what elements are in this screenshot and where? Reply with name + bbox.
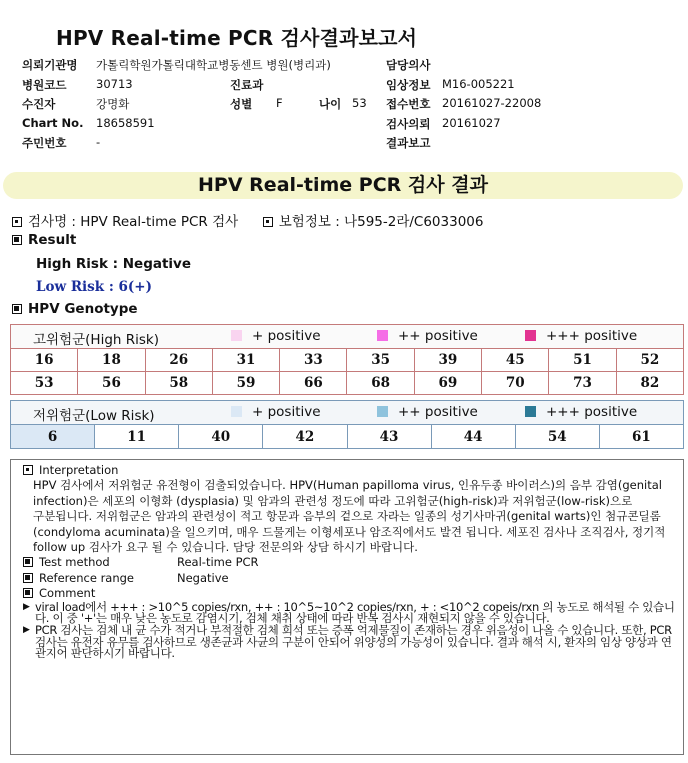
test-method-row: Test method Real-time PCR: [23, 555, 679, 570]
genotype-cell: 44: [431, 425, 515, 449]
reference-range-row: Reference range Negative: [23, 571, 679, 586]
meta-label: 진료과: [230, 77, 264, 92]
high-risk-genotype-table: [10, 324, 684, 395]
genotype-cell: 18: [78, 349, 145, 372]
genotype-cell: 45: [482, 349, 549, 372]
genotype-cell: 73: [549, 372, 616, 395]
genotype-cell: 16: [11, 349, 78, 372]
meta-value: F: [276, 96, 283, 110]
legend-swatch: [231, 330, 242, 341]
banner-title: HPV Real-time PCR 검사 결과: [198, 174, 488, 196]
meta-row: [22, 116, 682, 136]
test-info-line: [12, 210, 483, 230]
legend-item: + positive: [231, 404, 321, 420]
test-method-value: Real-time PCR: [177, 555, 259, 570]
age-value: 53: [352, 96, 367, 110]
interpretation-text: HPV 검사에서 저위험군 유전형이 검출되었습니다. HPV(Human papilloma virus, 인유두종 바이러스)의 음부 감염(genital infection)은 세포의 이형화 (dysplasia) 및 암과의 관련성 정도에 따라 고위험군(high-risk)과 저위험군(low-risk)으로 구분됩니다. 저위험군은 암과의 관련성이 적고 항문과 음부의 겉으로 자라는 일종의 성기사마귀(genital warts)인 첨규콘딜롬(condyloma acuminata)을 일으키며, 매우 드물게는 이형세포나 암조직에서도 발견 됩니다. 세포진 검사나 조직검사, 정기적 follow up 검사가 요구 될 수 있습니다. 담당 전문의와 상담 하시기 바랍니다.: [33, 478, 666, 555]
square-bullet-icon: [23, 573, 33, 583]
genotype-cell: 70: [482, 372, 549, 395]
meta-label: 병원코드: [22, 77, 67, 92]
genotype-cell: 33: [280, 349, 347, 372]
genotype-cell: 68: [347, 372, 414, 395]
legend-item: ++ positive: [377, 404, 478, 420]
genotype-cell: 51: [549, 349, 616, 372]
test-name: 검사명 : HPV Real-time PCR 검사: [28, 214, 239, 230]
legend-swatch: [525, 330, 536, 341]
meta-row: [22, 77, 682, 97]
genotype-row: [11, 349, 684, 372]
genotype-row: [11, 372, 684, 395]
genotype-cell: 61: [599, 425, 683, 449]
genotype-cell: 43: [347, 425, 431, 449]
meta-label: 성별: [230, 97, 253, 111]
high-risk-result: High Risk : Negative: [36, 256, 191, 272]
square-bullet-icon: [12, 304, 22, 314]
legend-swatch: [525, 406, 536, 417]
meta-value: 20161027-22008: [442, 96, 542, 110]
meta-label: 수진자: [22, 97, 56, 111]
high-risk-header: [10, 324, 684, 348]
meta-row: [22, 57, 682, 77]
genotype-cell: 69: [414, 372, 481, 395]
low-risk-title: 저위험군(Low Risk): [33, 408, 155, 424]
comment-note: ▶ viral load에서 +++ : >10^5 copies/rxn, ++ : 10^5~10^2 copies/rxn, + : <10^2 copeis/rxn 의 농도로 해석될 수 있습니다. 이 중 '+'는 매우 낮은 농도로 감염시기, 검체 채취 상태에 따라 반복 검사시 재현되지 않을 수 있습니다.: [23, 602, 679, 625]
genotype-cell: 39: [414, 349, 481, 372]
meta-label: 담당의사: [386, 58, 431, 72]
square-bullet-icon: [12, 235, 22, 245]
low-risk-genotype-table: [10, 400, 684, 449]
genotype-cell: 82: [616, 372, 683, 395]
genotype-cell: 59: [212, 372, 279, 395]
genotype-cell: 58: [145, 372, 212, 395]
genotype-cell: 35: [347, 349, 414, 372]
meta-label: 주민번호: [22, 136, 67, 150]
insurance-info: 보험정보 : 나595-2라/C6033006: [278, 214, 484, 230]
high-risk-grid: [10, 348, 684, 395]
meta-value: 강명화: [96, 97, 130, 111]
genotype-cell: 54: [515, 425, 599, 449]
comment-note: ▶ PCR 검사는 검체 내 균 수가 적거나 부적절한 검체 희석 또는 증폭 억제물질이 존재하는 경우 위음성이 나올 수 있습니다. 또한, PCR 검사는 유전자 유무를 검사하므로 생존균과 사균의 구분이 안되어 위양성의 가능성이 있습니다. 결과 해석 시, 환자의 임상 양상과 연관지어 판단하시기 바랍니다.: [23, 625, 679, 659]
square-bullet-icon: [12, 217, 22, 227]
legend-item: ++ positive: [377, 328, 478, 344]
square-bullet-icon: [263, 217, 273, 227]
meta-label: 의뢰기관명: [22, 58, 78, 72]
genotype-cell: 53: [11, 372, 78, 395]
meta-row: [22, 96, 682, 116]
interpretation-box: [10, 459, 684, 755]
meta-row: [22, 135, 682, 155]
genotype-cell: 26: [145, 349, 212, 372]
genotype-cell: 40: [179, 425, 263, 449]
meta-value: -: [96, 135, 101, 149]
comment-heading: Comment: [23, 586, 679, 601]
genotype-cell: 31: [212, 349, 279, 372]
meta-label: 접수번호: [386, 97, 431, 111]
meta-value: 18658591: [96, 115, 155, 130]
genotype-cell: 42: [263, 425, 347, 449]
meta-value: 30713: [96, 76, 133, 91]
meta-value: 가톨릭학원가톨릭대학교병동센트 병원(병리과): [96, 58, 331, 72]
report-title: HPV Real-time PCR 검사결과보고서: [56, 26, 418, 50]
legend-item: + positive: [231, 328, 321, 344]
genotype-heading: HPV Genotype: [12, 301, 138, 317]
legend-item: +++ positive: [525, 404, 637, 420]
low-risk-header: [10, 400, 684, 424]
square-bullet-icon: [23, 465, 33, 475]
meta-label: 검사의뢰: [386, 116, 431, 131]
meta-label: Chart No.: [22, 115, 84, 130]
reference-range-value: Negative: [177, 570, 229, 585]
genotype-row: [11, 425, 684, 449]
meta-value: M16-005221: [442, 76, 515, 91]
legend-item: +++ positive: [525, 328, 637, 344]
meta-value: 20161027: [442, 115, 501, 130]
legend-swatch: [231, 406, 242, 417]
low-risk-result: Low Risk : 6(+): [36, 279, 152, 295]
result-heading: Result: [12, 232, 76, 248]
high-risk-title: 고위험군(High Risk): [33, 332, 159, 348]
square-bullet-icon: [23, 557, 33, 567]
patient-info: [22, 57, 682, 155]
legend-swatch: [377, 406, 388, 417]
age-label: 나이: [319, 97, 342, 111]
interpretation-heading: Interpretation: [23, 463, 679, 478]
meta-label: 임상정보: [386, 77, 431, 92]
square-bullet-icon: [23, 588, 33, 598]
legend-swatch: [377, 330, 388, 341]
low-risk-grid: [10, 424, 684, 449]
genotype-cell: 6: [11, 425, 95, 449]
genotype-cell: 52: [616, 349, 683, 372]
genotype-cell: 66: [280, 372, 347, 395]
genotype-cell: 56: [78, 372, 145, 395]
genotype-cell: 11: [95, 425, 179, 449]
result-banner: [3, 172, 683, 199]
meta-label: 결과보고: [386, 136, 431, 150]
